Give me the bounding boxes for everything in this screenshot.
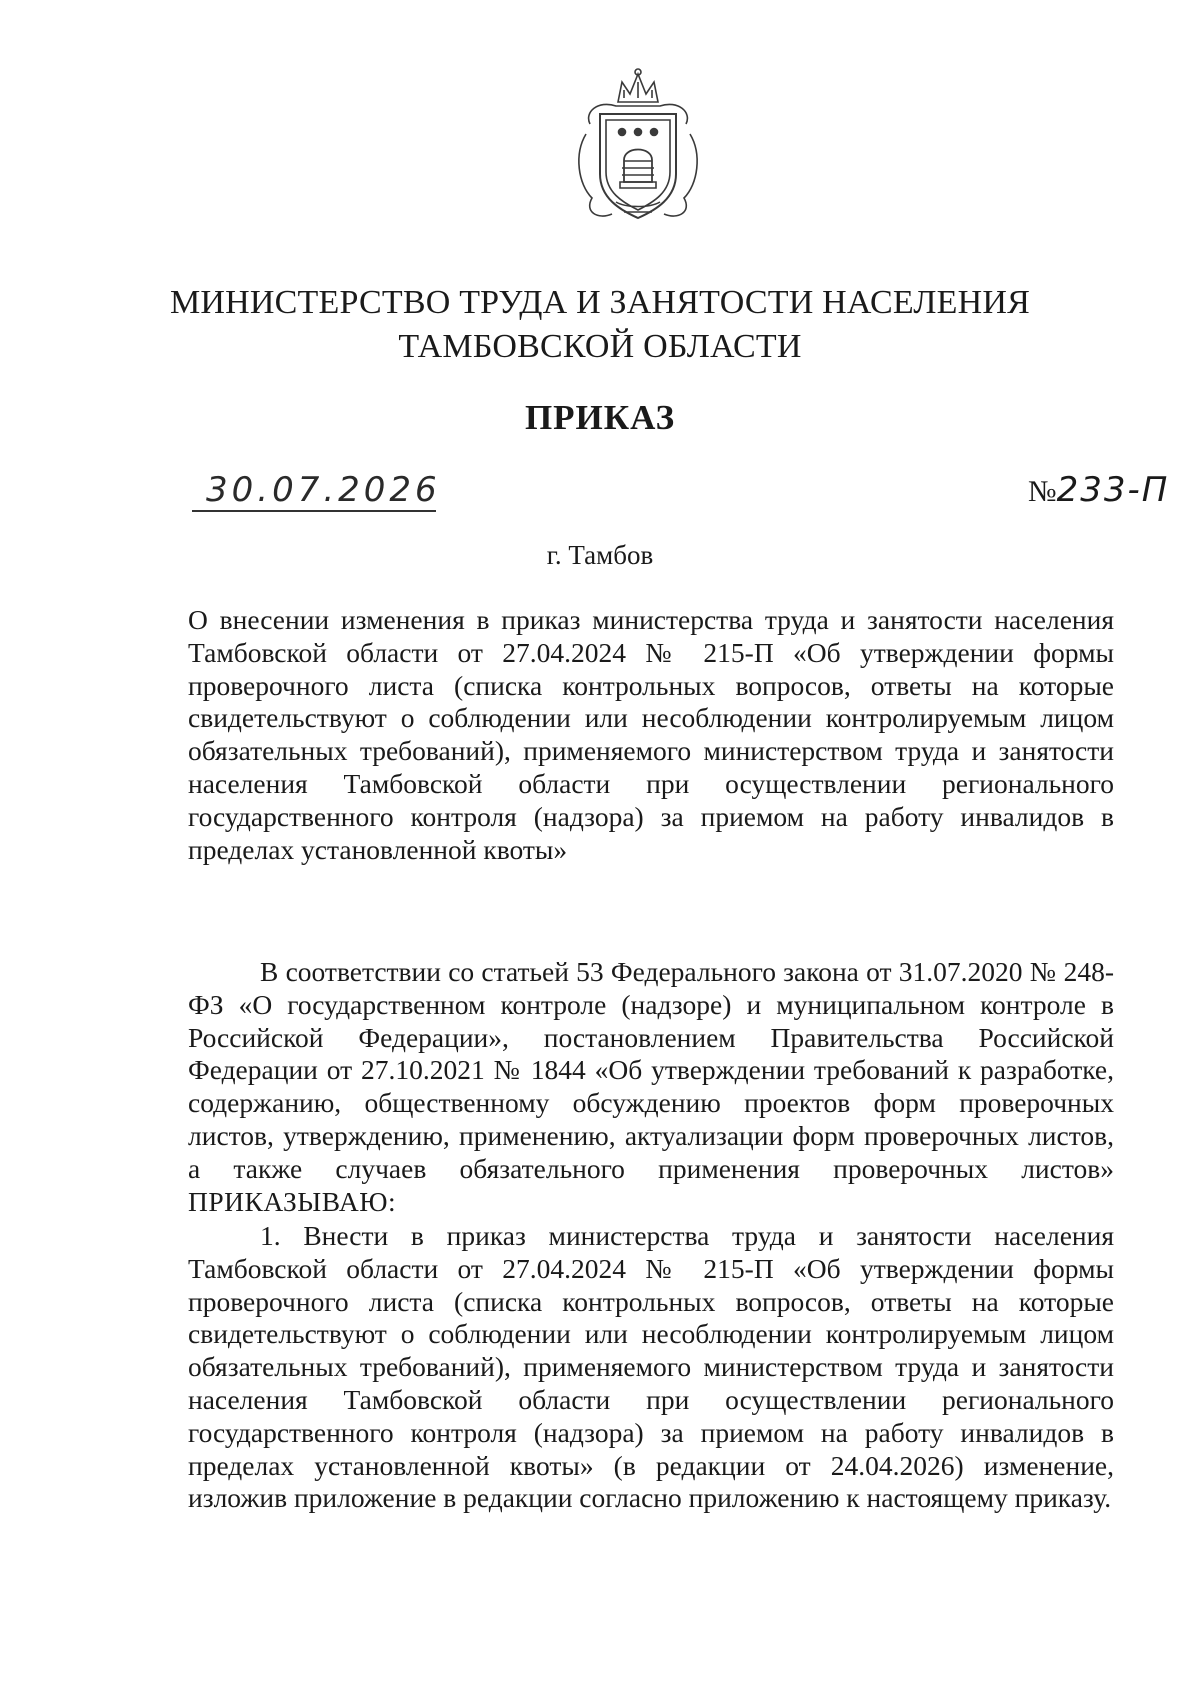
order-number — [1028, 470, 1169, 512]
order-date: 30.07.2026 — [192, 470, 436, 512]
ministry-name — [0, 281, 1200, 369]
clause-1: 1. Внести в приказ министерства труда и занятости населения Тамбовской области от 27.04.2024 № 215-П «Об утверждении формы проверочного листа (списка контрольных вопросов, ответы на которые свидетельствуют о соблюдении или несоблюдении контролируемым лицом обязательных требований), применяемого министерством труда и занятости населения Тамбовской области при осуществлении регионального государственного контроля (надзора) за приемом на работу инвалидов в пределах установленной квоты» (в редакции от 24.04.2026) изменение, изложив приложение в редакции согласно приложению к настоящему приказу. — [188, 1220, 1114, 1514]
ministry-name-line1: МИНИСТЕРСТВО ТРУДА И ЗАНЯТОСТИ НАСЕЛЕНИЯ — [169, 284, 1030, 321]
order-title: ПРИКАЗ — [524, 398, 676, 437]
order-number-value: 233-П — [1056, 470, 1170, 510]
order-subject: О внесении изменения в приказ министерства труда и занятости населения Тамбовской области от 27.04.2024 № 215-П «Об утверждении формы проверочного листа (списка контрольных вопросов, ответы на которые свидетельствуют о соблюдении или несоблюдении контролируемым лицом обязательных требований), применяемого министерством труда и занятости населения Тамбовской области при осуществлении регионального государственного контроля (надзора) за приемом на работу инвалидов в пределах установленной квоты» — [188, 604, 1114, 865]
preamble — [188, 956, 1114, 1218]
preamble-text: В соответствии со статьей 53 Федерального закона от 31.07.2020 № 248-ФЗ «О государственном контроле (надзоре) и муниципальном контроле в Российской Федерации», постановлением Правительства Российской Федерации от 27.10.2021 № 1844 «Об утверждении требований к разработке, содержанию, общественному обсуждению проектов форм проверочных листов, утверждению, применению, актуализации форм проверочных листов, а также случаев обязательного применения проверочных листов» — [188, 956, 1114, 1184]
order-word: ПРИКАЗЫВАЮ: — [188, 1185, 397, 1217]
city: г. Тамбов — [546, 540, 654, 570]
tambov-coat-of-arms-icon — [564, 64, 712, 228]
ministry-name-line2: ТАМБОВСКОЙ ОБЛАСТИ — [398, 328, 802, 365]
order-number-prefix: № — [1028, 475, 1057, 508]
